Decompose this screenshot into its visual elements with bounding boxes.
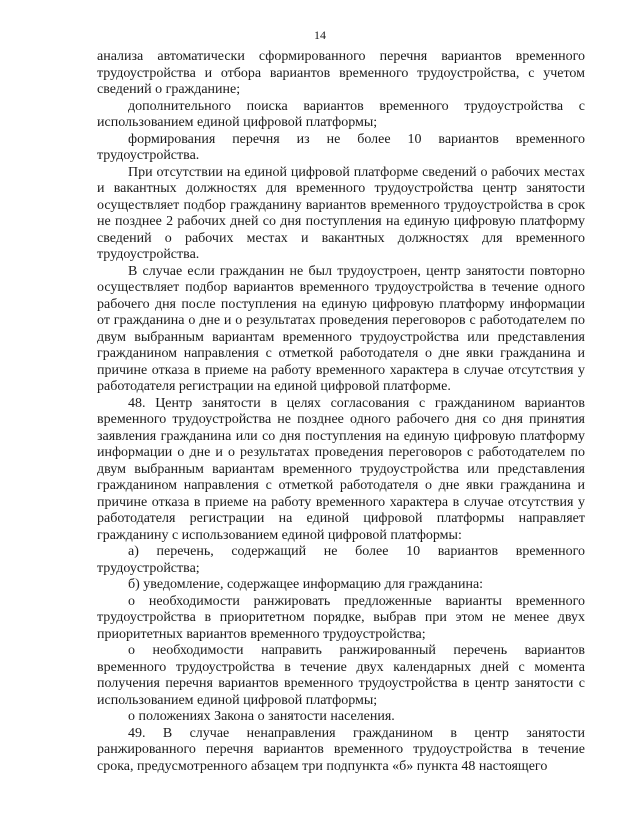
paragraph: о необходимости ранжировать предложенные варианты временного трудоустройства в приоритетном порядке, выбрав при этом не менее двух приоритетных вариантов временного трудоустройства;: [97, 593, 585, 642]
paragraph: В случае если гражданин не был трудоустроен, центр занятости повторно осуществляет подбор вариантов временного трудоустройства в течение одного рабочего дня после поступления на единую цифровую платформу информации от гражданина о дне и о результатах проведения переговоров с работодателем по двум выбранным вариантам временного трудоустройства или представления гражданином направления с отметкой работодателя о дне явки гражданина и причине отказа в приеме на работу временного характера в случае отсутствия у работодателя регистрации на единой цифровой платформе.: [97, 263, 585, 394]
paragraph: о необходимости направить ранжированный перечень вариантов временного трудоустройства в течение двух календарных дней с момента получения перечня вариантов временного трудоустройства в центр занятости с использованием единой цифровой платформы;: [97, 643, 585, 708]
paragraph: о положениях Закона о занятости населения.: [128, 709, 395, 724]
paragraph: формирования перечня из не более 10 вариантов временного трудоустройства.: [97, 131, 585, 163]
paragraph: При отсутствии на единой цифровой платформе сведений о рабочих местах и вакантных должностях для временного трудоустройства центр занятости осуществляет подбор гражданину вариантов временного трудоустройства в срок не позднее 2 рабочих дней со дня поступления на единую цифровую платформу сведений о рабочих местах и вакантных должностях для временного трудоустройства.: [97, 164, 585, 262]
paragraph: 49. В случае ненаправления гражданином в центр занятости ранжированного перечня вариантов временного трудоустройства в течение срока, предусмотренного абзацем три подпункта «б» пункта 48 настоящего: [97, 725, 585, 774]
paragraph: дополнительного поиска вариантов временного трудоустройства с использованием единой цифровой платформы;: [97, 98, 585, 130]
paragraph: б) уведомление, содержащее информацию для гражданина:: [128, 577, 484, 592]
document-body: [97, 49, 585, 775]
page-number: 14: [314, 28, 326, 42]
paragraph: анализа автоматически сформированного перечня вариантов временного трудоустройства и отбора вариантов временного трудоустройства, с учетом сведений о гражданине;: [97, 49, 585, 97]
paragraph: 48. Центр занятости в целях согласования с гражданином вариантов временного трудоустройства не позднее одного рабочего дня со дня принятия заявления гражданина или со дня поступления на единую цифровую платформу информации о дне и о результатах проведения переговоров с работодателем по двум выбранным вариантам временного трудоустройства или представления гражданином направления с отметкой работодателя о дне явки гражданина и причине отказа в приеме на работу временного характера в случае отсутствия у работодателя регистрации на единой цифровой платформы направляет гражданину с использованием единой цифровой платформы:: [97, 395, 585, 543]
paragraph: а) перечень, содержащий не более 10 вариантов временного трудоустройства;: [97, 544, 585, 576]
